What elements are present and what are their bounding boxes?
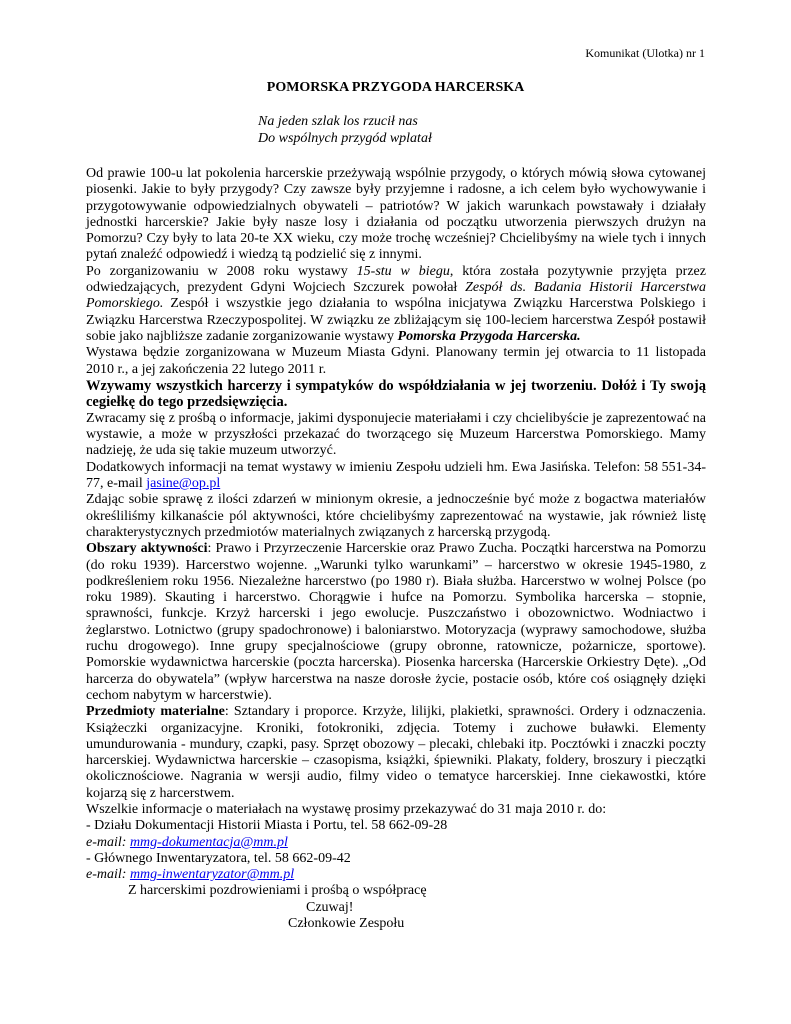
- closing-greeting: Z harcerskimi pozdrowieniami i prośbą o współpracę: [128, 883, 427, 899]
- email-link-inwentaryzator[interactable]: mmg-inwentaryzator@mm.pl: [129, 867, 295, 883]
- song-verse: [258, 113, 432, 147]
- activity-areas-label: Obszary aktywności: [86, 541, 208, 557]
- text-span: Zespół i wszystkie jego działania to wspólna inicjatywa Związku Harcerstwa Polskiego i Związku Harcerstwa Rzeczypospolitej. W związku ze zbliżającym się 100-leciem harcerstwa Zespół postawił sobie jako najbliższe zadanie zorganizowanie wystawy: [86, 296, 706, 344]
- team-name: Zespół ds. Badania Historii Harcerstwa Pomorskiego.: [86, 280, 706, 312]
- text-span: Dodatkowych informacji na temat wystawy w imieniu Zespołu udzieli hm. Ewa Jasińska. Telefon: 58 551-34-77, e-mail: [86, 459, 706, 492]
- text-span: Po zorganizowaniu w 2008 roku wystawy: [86, 263, 357, 279]
- document-title: POMORSKA PRZYGODA HARCERSKA: [266, 80, 525, 95]
- paragraph-scope: Zdając sobie sprawę z ilości zdarzeń w minionym okresie, a jednocześnie być może z bogactwa materiałów określiliśmy kilkanaście pól aktywności, które chcielibyśmy zaprezentować na wystawie, jak również listę charakterystycznych przedmiotów materialnych związanych z harcerską przygodą.: [86, 492, 706, 540]
- paragraph-venue: Wystawa będzie zorganizowana w Muzeum Miasta Gdyni. Planowany termin jej otwarcia to 11 listopada 2010 r., a jej zakończenia 22 lutego 2011 r.: [86, 345, 706, 377]
- closing-motto: Czuwaj!: [306, 899, 354, 915]
- paragraph-exhibition-history: [86, 264, 706, 345]
- material-items-label: Przedmioty materialne: [86, 704, 225, 720]
- paragraph-request: Zwracamy się z prośbą o informacje, jakimi dysponujecie materiałami i czy chcielibyście je zaprezentować na wystawie, a może w przyszłości przekazać do tworzącego się Muzeum Harcerstwa Pomorskiego. Mamy nadzieję, że uda się takie muzeum utworzyć.: [86, 410, 706, 459]
- paragraph-deadline: Wszelkie informacje o materiałach na wystawę prosimy przekazywać do 31 maja 2010 r. do:: [86, 801, 607, 817]
- exhibition-title: Pomorska Przygoda Harcerska.: [397, 328, 581, 344]
- email-label: e-mail:: [86, 867, 130, 883]
- contact-line-documentation: - Działu Dokumentacji Historii Miasta i Portu, tel. 58 662-09-28: [86, 818, 448, 834]
- email-link-jasine[interactable]: jasine@op.pl: [146, 476, 221, 492]
- paragraph-contact-info: [86, 460, 706, 493]
- contact-line-inventory: - Głównego Inwentaryzatora, tel. 58 662-09-42: [86, 850, 351, 866]
- verse-line-2: Do wspólnych przygód wplatał: [258, 131, 432, 146]
- text-span: , która została pozytywnie przyjęta przez odwiedzających, prezydent Gdyni Wojciech Szczurek powołał: [86, 263, 706, 296]
- paragraph-material-items: [86, 704, 706, 802]
- text-span: : Prawo i Przyrzeczenie Harcerskie oraz Prawo Zucha. Początki harcerstwa na Pomorzu (do roku 1939). Harcerstwo wojenne. „Warunki tylko warunkami” – harcerstwo w okresie 1945-1980, z podkreśleniem roku 1956. Niezależne harcerstwo (po 1980 r). Biała służba. Harcerstwo w wolnej Polsce (po roku 1989). Skauting i harcerstwo. Chorągwie i hufce na Pomorzu. Symbolika harcerska – stopnie, sprawności, funkcje. Krzyż harcerski i jego ewolucje. Puszczaństwo i obozownictwo. Wodniactwo i żeglarstwo. Lotnictwo (grupy spadochronowe) i baloniarstwo. Motoryzacja (wyprawy samochodowe, służba ruchu drogowego). Inne grupy specjalnościowe (grupy obronne, ratownicze, pożarnicze, sportowe). Pomorskie wydawnictwa harcerskie (poczta harcerska). Piosenka harcerska (Harcerskie Orkiestry Dęte). „Od harcerza do obywatela” (wpływ harcerstwa na nasze dorosłe życie, postacie osób, które coś osiągnęły dzięki cechom nabytym w harcerstwie).: [86, 541, 706, 703]
- email-label: e-mail:: [86, 834, 130, 850]
- document-body: [86, 166, 706, 932]
- email-link-dokumentacja[interactable]: mmg-dokumentacja@mm.pl: [129, 834, 288, 850]
- paragraph-intro: Od prawie 100-u lat pokolenia harcerskie przeżywają wspólnie przygody, o których mówią słowa cytowanej piosenki. Jakie to były przygody? Czy zawsze były przyjemne i radosne, a ich celem było wychowywanie i przygotowywanie odpowiedzialnych obywateli – patriotów? W jakich warunkach powstawały i działały jednostki harcerskie? Jakie były nasze losy i działania od początku utworzenia pierwszych drużyn na Pomorzu? Czy były to lata 20-te XX wieku, czy może trochę wcześniej? Chcielibyśmy na wiele tych i innych pytań znaleźć odpowiedź i wiedzą tą podzielić się z innymi.: [86, 166, 706, 263]
- paragraph-call-to-action: Wzywamy wszystkich harcerzy i sympatyków do współdziałania w jej tworzeniu. Dołóż i Ty swoją cegiełkę do tego przedsięwzięcia.: [86, 377, 706, 411]
- text-span: : Sztandary i proporce. Krzyże, lilijki, plakietki, sprawności. Ordery i odznaczenia. Książeczki organizacyjne. Kroniki, fotokroniki, zdjęcia. Totemy i zuchowe buławki. Elementy umundurowania - mundury, czapki, pasy. Sprzęt obozowy – plecaki, chlebaki itp. Pocztówki i znaczki poczty harcerskiej. Wydawnictwa harcerskie – czasopisma, książki, śpiewniki. Plakaty, foldery, broszury i pieczątki okolicznościowe. Nagrania w wersji audio, filmy video o tematyce harcerskiej. Inne ciekawostki, które kojarzą się z harcerstwem.: [86, 704, 706, 801]
- document-reference: Komunikat (Ulotka) nr 1: [585, 46, 705, 60]
- paragraph-activity-areas: [86, 541, 706, 704]
- contact-email-inventory: [86, 867, 706, 883]
- contact-email-documentation: [86, 835, 706, 851]
- closing-signature: Członkowie Zespołu: [288, 916, 405, 932]
- exhibition-name: 15-stu w biegu: [356, 263, 450, 279]
- verse-line-1: Na jeden szlak los rzucił nas: [258, 114, 418, 129]
